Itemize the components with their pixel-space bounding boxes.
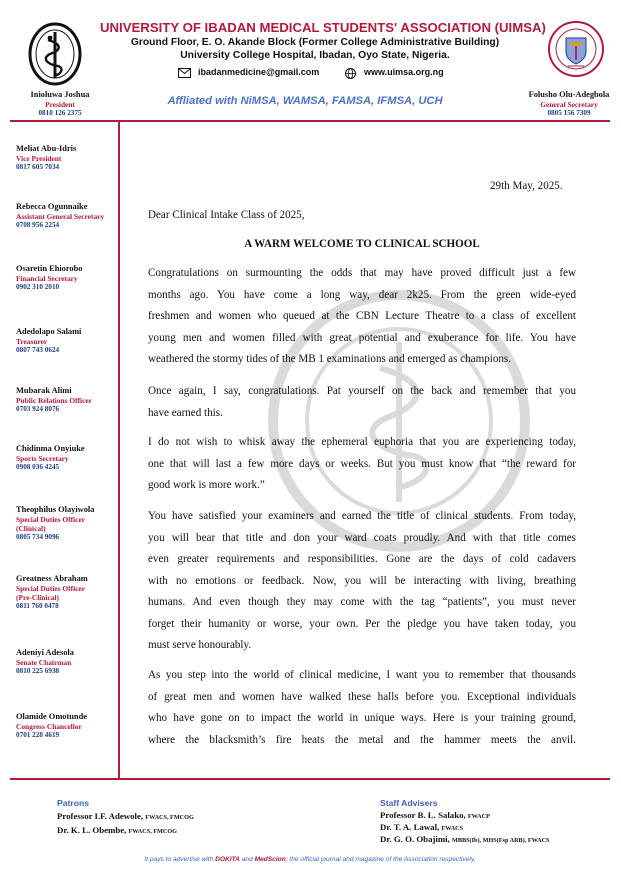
org-name: UNIVERSITY OF IBADAN MEDICAL STUDENTS' ASSOCIATION (UIMSA)	[100, 20, 546, 35]
sidebar-officer: Meliat Abu-Idris Vice President 0817 605 7034	[16, 144, 77, 171]
president-phone: 0810 126 2375	[38, 109, 82, 117]
adviser-line: Professor B. L. Salako, FWACP	[380, 810, 490, 820]
sidebar-officer: Osaretin Ehiorobo Financial Secretary 0902 310 2010	[16, 264, 83, 291]
patron-line: Professor I.F. Adewole, FWACS, FMCOG	[57, 811, 194, 821]
address-line-2: University College Hospital, Ibadan, Oyo State, Nigeria.	[180, 50, 450, 61]
envelope-icon	[178, 68, 191, 80]
gensec-title: General Secretary	[540, 100, 598, 109]
caduceus-logo-icon	[28, 22, 82, 86]
advisers-heading: Staff Advisers	[380, 798, 438, 808]
college-crest-icon	[548, 18, 604, 80]
email-link[interactable]: ibadanmedicine@gmail.com	[198, 67, 320, 77]
sidebar-officer: Theophilus Olayiwola Special Duties Officer (Clinical) 0805 734 9096	[16, 505, 95, 541]
president-block	[15, 90, 105, 118]
gensec-name: Folusho Olu-Adegbola	[528, 90, 610, 99]
footer-note: It pays to advertise with DOKITA and MedScion; the official journal and magazine of the Association respectively.	[144, 856, 476, 863]
sidebar-divider	[118, 121, 120, 778]
header-divider	[10, 120, 610, 122]
letter-heading: A WARM WELCOME TO CLINICAL SCHOOL	[244, 238, 480, 250]
gensec-phone: 0805 156 7309	[547, 109, 591, 117]
paragraph: Once again, I say, congratulations. Pat yourself on the back and remember that you have earned this.	[148, 385, 576, 419]
paragraph: I do not wish to whisk away the ephemeral euphoria that you are experiencing today, one that will last a few more days or weeks. But you must know that “the reward for good work is more work.”	[148, 436, 576, 491]
paragraph: You have satisfied your examiners and earned the title of clinical students. From today, you will bear that title and don your ward coats proudly. And with that title comes even greater requirements and responsibilities. Gone are the days of cold cadavers with no emotions or feedback. Now, you will be interacting with living, breathing humans. And even though they may come with the tag “patients”, you must never forget their humanity or worse, your own. Per the pledge you have taken today, you must serve honourably.	[148, 510, 576, 651]
sidebar-officer: Mubarak Alimi Public Relations Officer 0703 924 8076	[16, 386, 92, 413]
paragraph: As you step into the world of clinical medicine, I want you to remember that thousands of great men and women have walked these halls before you. Exceptional individuals who have gone on to impact the world in unique ways. Here is your training ground, where the blacksmith’s fire heats the metal and the hammer meets the anvil.	[148, 669, 576, 746]
website-link[interactable]: www.uimsa.org.ng	[364, 67, 444, 77]
president-title: President	[45, 100, 75, 109]
patrons-heading: Patrons	[57, 798, 89, 808]
president-name: Inioluwa Joshua	[30, 90, 90, 99]
salutation: Dear Clinical Intake Class of 2025,	[148, 209, 305, 221]
address-line-1: Ground Floor, E. O. Akande Block (Former College Administrative Building)	[130, 37, 500, 48]
general-secretary-block	[518, 90, 620, 118]
footer-divider	[10, 778, 610, 780]
sidebar-officer: Olamide Omotunde Congress Chancellor 0701 228 4619	[16, 712, 87, 739]
letter-date: 29th May, 2025.	[490, 180, 563, 192]
sidebar-officer: Greatness Abraham Special Duties Officer (Pre-Clinical) 0811 760 0478	[16, 574, 88, 610]
sidebar-officer: Adedolapo Salami Treasurer 0807 743 0624	[16, 327, 82, 354]
sidebar-officer: Rebecca Ogunnaike Assistant General Secretary 0708 956 2254	[16, 202, 105, 229]
contact-row	[178, 67, 478, 81]
paragraph: Congratulations on surmounting the odds that may have proved difficult just a few months ago. You have come a long way, dear 2k25. From the green wide-eyed freshmen and women who queued at the CBN Lecture Theatre to a class of excellent young men and women filled with great potential and exuberance for life. You have weathered the stormy tides of the MB 1 examinations and emerged as champions.	[148, 267, 576, 365]
patron-line: Dr. K. L. Obembe, FWACS, FMCOG	[57, 825, 177, 835]
adviser-line: Dr. T. A. Lawal, FWACS	[380, 822, 464, 832]
adviser-line: Dr. G. O. Obajimi, MBBS(Ib), MHS(Fsp ARB), FWACS	[380, 834, 550, 844]
globe-icon	[345, 68, 356, 81]
sidebar-officer: Chidinma Onyiuke Sports Secretary 0908 036 4245	[16, 444, 85, 471]
sidebar-officer: Adeniyi Adesola Senate Chairman 0810 225 6938	[16, 648, 74, 675]
affiliation-line: Affliated with NiMSA, WAMSA, FAMSA, IFMSA, UCH	[167, 95, 443, 107]
